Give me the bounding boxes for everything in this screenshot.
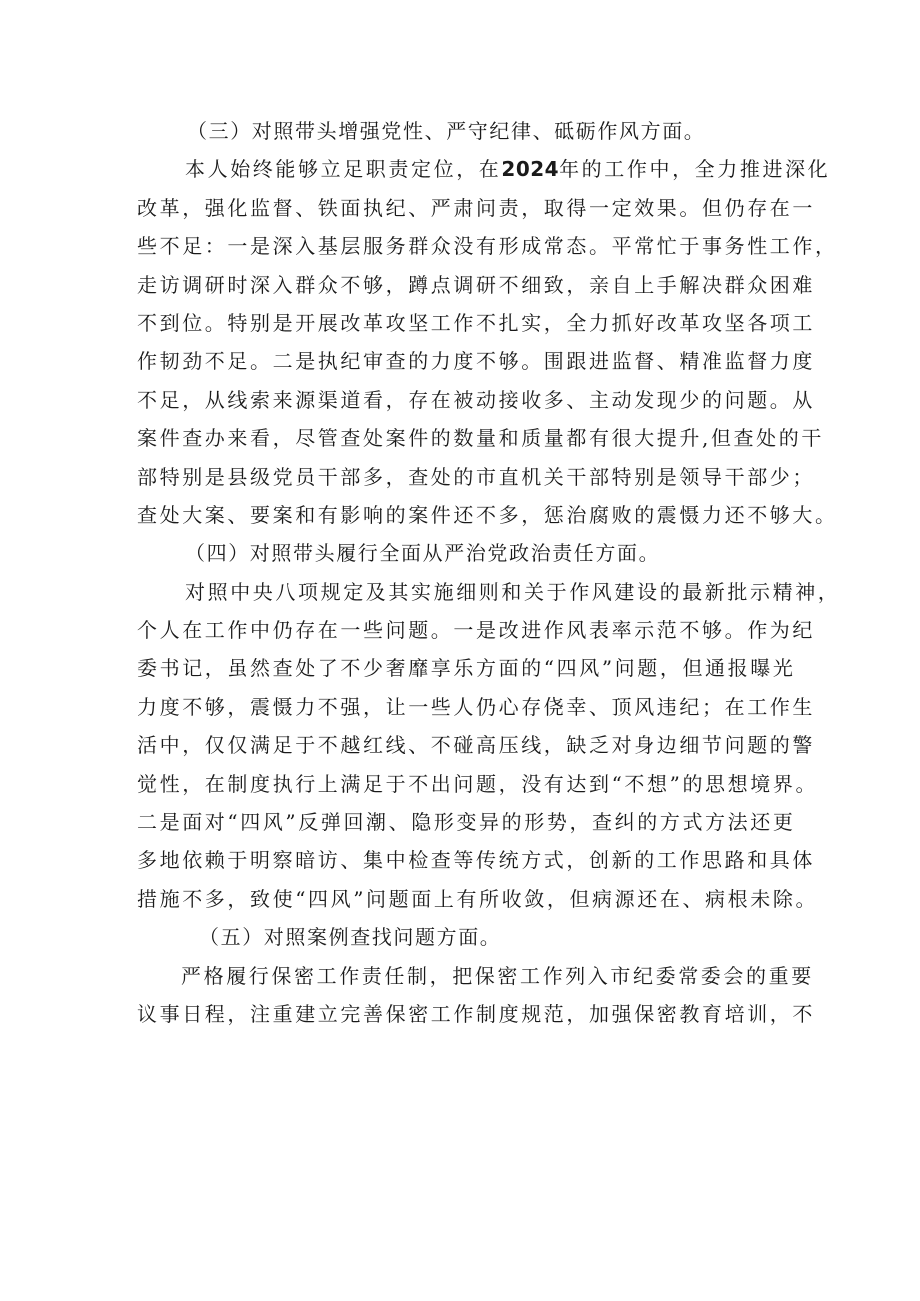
paragraph-line: 案件查办来看，尽管查处案件的数量和质量都有很大提升,但查处的干 (137, 426, 824, 451)
paragraph-line: 作韧劲不足。二是执纪审查的力度不够。围跟进监督、精准监督力度 (137, 349, 815, 374)
paragraph-section-3 (137, 150, 838, 534)
paragraph-line: 觉性，在制度执行上满足于不出问题，没有达到“不想”的思想境界。 (137, 771, 819, 796)
paragraph-line (137, 150, 831, 188)
year-number: 2024 (501, 157, 560, 182)
document-body (137, 112, 841, 1033)
paragraph-section-5 (137, 957, 815, 1034)
paragraph-line: 走访调研时深入群众不够，蹲点调研不细致，亲自上手解决群众困难 (137, 272, 815, 297)
paragraph-line: 力度不够，震慑力不强，让一些人仍心存侥幸、顶风违纪；在工作生 (137, 694, 815, 719)
paragraph-line: 个人在工作中仍存在一些问题。一是改进作风表率示范不够。作为纪 (137, 618, 815, 643)
paragraph-line: 部特别是县级党员干部多，查处的市直机关干部特别是领导干部少； (137, 464, 815, 489)
paragraph-line: 委书记，虽然查处了不少奢靡享乐方面的“四风”问题，但通报曝光 (137, 656, 796, 681)
paragraph-line: 二是面对“四风”反弹回潮、隐形变异的形势，查纠的方式方法还更 (137, 810, 796, 835)
paragraph-line: 改革，强化监督、铁面执纪、严肃问责，取得一定效果。但仍存在一 (137, 195, 815, 220)
paragraph-text: 年的工作中，全力推进深化 (559, 157, 831, 182)
paragraph-text: 本人始终能够立足职责定位，在 (185, 157, 502, 182)
paragraph-line: 多地依赖于明察暗访、集中检查等传统方式，创新的工作思路和具体 (137, 848, 815, 873)
paragraph-line: 不到位。特别是开展改革攻坚工作不扎实，全力抓好改革攻坚各项工 (137, 310, 815, 335)
paragraph-line: 不足，从线索来源渠道看，存在被动接收多、主动发现少的问题。从 (137, 387, 815, 412)
paragraph-line: 严格履行保密工作责任制，把保密工作列入市纪委常委会的重要 (181, 963, 814, 988)
paragraph-line: 查处大案、要案和有影响的案件还不多，惩治腐败的震慑力还不够大。 (137, 502, 838, 527)
paragraph-line: 些不足：一是深入基层服务群众没有形成常态。平常忙于事务性工作， (137, 234, 838, 259)
paragraph-line: 措施不多，致使“四风”问题面上有所收敛，但病源还在、病根未除。 (137, 886, 819, 911)
section-heading-5: （五）对照案例查找问题方面。 (199, 925, 502, 950)
section-heading-3: （三）对照带头增强党性、严守纪律、砥砺作风方面。 (187, 119, 706, 143)
paragraph-section-4 (137, 573, 841, 919)
paragraph-line: 活中，仅仅满足于不越红线、不碰高压线，缺乏对身边细节问题的警 (137, 733, 815, 758)
paragraph-line: 对照中央八项规定及其实施细则和关于作风建设的最新批示精神， (185, 579, 841, 604)
paragraph-line: 议事日程，注重建立完善保密工作制度规范，加强保密教育培训，不 (137, 1001, 815, 1026)
section-heading-4: （四）对照带头履行全面从严治党政治责任方面。 (185, 541, 661, 566)
